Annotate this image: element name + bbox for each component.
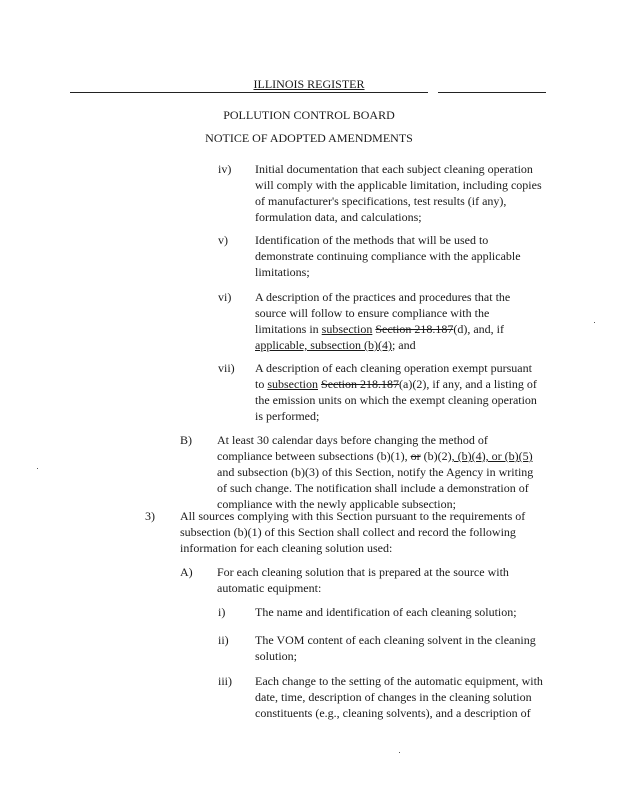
- header-rule-right: [438, 92, 546, 93]
- item-A-label: A): [180, 565, 193, 579]
- board-title: POLLUTION CONTROL BOARD: [223, 108, 395, 122]
- item-v-line-1: Identification of the methods that will be used to: [255, 233, 489, 247]
- item-iii-line-1: Each change to the setting of the automatic equipment, with: [255, 674, 543, 688]
- item-iv-label: iv): [218, 162, 232, 176]
- item-vii-label: vii): [218, 361, 235, 375]
- item-A-line-2: automatic equipment:: [217, 581, 322, 595]
- item-iv-line-2: will comply with the applicable limitation, including copies: [255, 178, 542, 192]
- item-vi-line-1: A description of the practices and procedures that the: [255, 290, 511, 304]
- item-iv-line-3: of manufacturer's specifications, test results (if any),: [255, 194, 507, 208]
- header-rule-left: [70, 92, 428, 93]
- item-ii-line-1: The VOM content of each cleaning solvent in the cleaning: [255, 633, 536, 647]
- item-vii-line-2: [255, 376, 537, 392]
- item-vi-label: vi): [218, 290, 232, 304]
- item-v-line-3: limitations;: [255, 265, 310, 279]
- item-vi-inserted-subsection: subsection: [321, 322, 373, 336]
- item-vi-struck-section: Section 218.187: [375, 322, 454, 336]
- item-vii-line-1: A description of each cleaning operation exempt pursuant: [255, 361, 532, 375]
- item-vi-line-3-a: limitations in: [255, 322, 322, 336]
- item-vi-inserted-applicable: applicable, subsection (b)(4): [255, 338, 392, 352]
- item-ii-line-2: solution;: [255, 649, 298, 663]
- item-vi-line-4-b: ; and: [391, 338, 416, 352]
- item-B-line-2: [217, 448, 533, 464]
- item-B-struck-or: or: [410, 449, 421, 463]
- item-B-line-1: At least 30 calendar days before changing the method of: [217, 433, 488, 447]
- item-vii-line-2-a: to: [255, 377, 268, 391]
- item-vii-line-2-c: (a)(2), if any, and a listing of: [399, 377, 537, 391]
- item-iii-line-3: constituents (e.g., cleaning solvents), and a description of: [255, 706, 531, 720]
- scan-speck: [37, 468, 38, 469]
- notice-title: NOTICE OF ADOPTED AMENDMENTS: [205, 131, 413, 145]
- item-B-inserted-subsections: , (b)(4), or (b)(5): [451, 449, 533, 463]
- item-iv-line-1: Initial documentation that each subject cleaning operation: [255, 162, 533, 176]
- item-vi-line-3: [255, 321, 504, 337]
- item-i-label: i): [218, 605, 226, 619]
- item-3-label: 3): [145, 509, 155, 523]
- item-B-label: B): [180, 433, 192, 447]
- item-vii-line-3: the emission units on which the exempt cleaning operation: [255, 393, 537, 407]
- item-vi-line-2: source will follow to ensure compliance with the: [255, 306, 490, 320]
- item-ii-label: ii): [218, 633, 229, 647]
- item-3-line-2: subsection (b)(1) of this Section shall collect and record the following: [180, 525, 516, 539]
- item-vii-line-4: is performed;: [255, 409, 320, 423]
- item-iv-line-4: formulation data, and calculations;: [255, 210, 422, 224]
- item-iii-label: iii): [218, 674, 232, 688]
- item-B-line-2-a: compliance between subsections (b)(1),: [217, 449, 411, 463]
- scan-speck: [399, 752, 400, 753]
- item-vii-inserted-subsection: subsection: [267, 377, 319, 391]
- item-vi-line-3-c: (d), and, if: [453, 322, 504, 336]
- item-vii-struck-section: Section 218.187: [321, 377, 400, 391]
- item-A-line-1: For each cleaning solution that is prepared at the source with: [217, 565, 509, 579]
- item-vi-line-4: [255, 337, 416, 353]
- item-iii-line-2: date, time, description of changes in the cleaning solution: [255, 690, 532, 704]
- item-3-line-1: All sources complying with this Section pursuant to the requirements of: [180, 509, 526, 523]
- item-v-line-2: demonstrate continuing compliance with the applicable: [255, 249, 521, 263]
- item-B-line-5: compliance with the newly applicable subsection;: [217, 497, 456, 511]
- item-B-line-4: of such change. The notification shall include a demonstration of: [217, 481, 529, 495]
- item-i-line-1: The name and identification of each cleaning solution;: [255, 605, 517, 619]
- item-v-label: v): [218, 233, 228, 247]
- register-title: ILLINOIS REGISTER: [253, 77, 365, 91]
- item-3-line-3: information for each cleaning solution used:: [180, 541, 393, 555]
- item-B-line-3: and subsection (b)(3) of this Section, notify the Agency in writing: [217, 465, 534, 479]
- item-B-line-2-b: (b)(2): [420, 449, 452, 463]
- scan-speck: [594, 322, 595, 323]
